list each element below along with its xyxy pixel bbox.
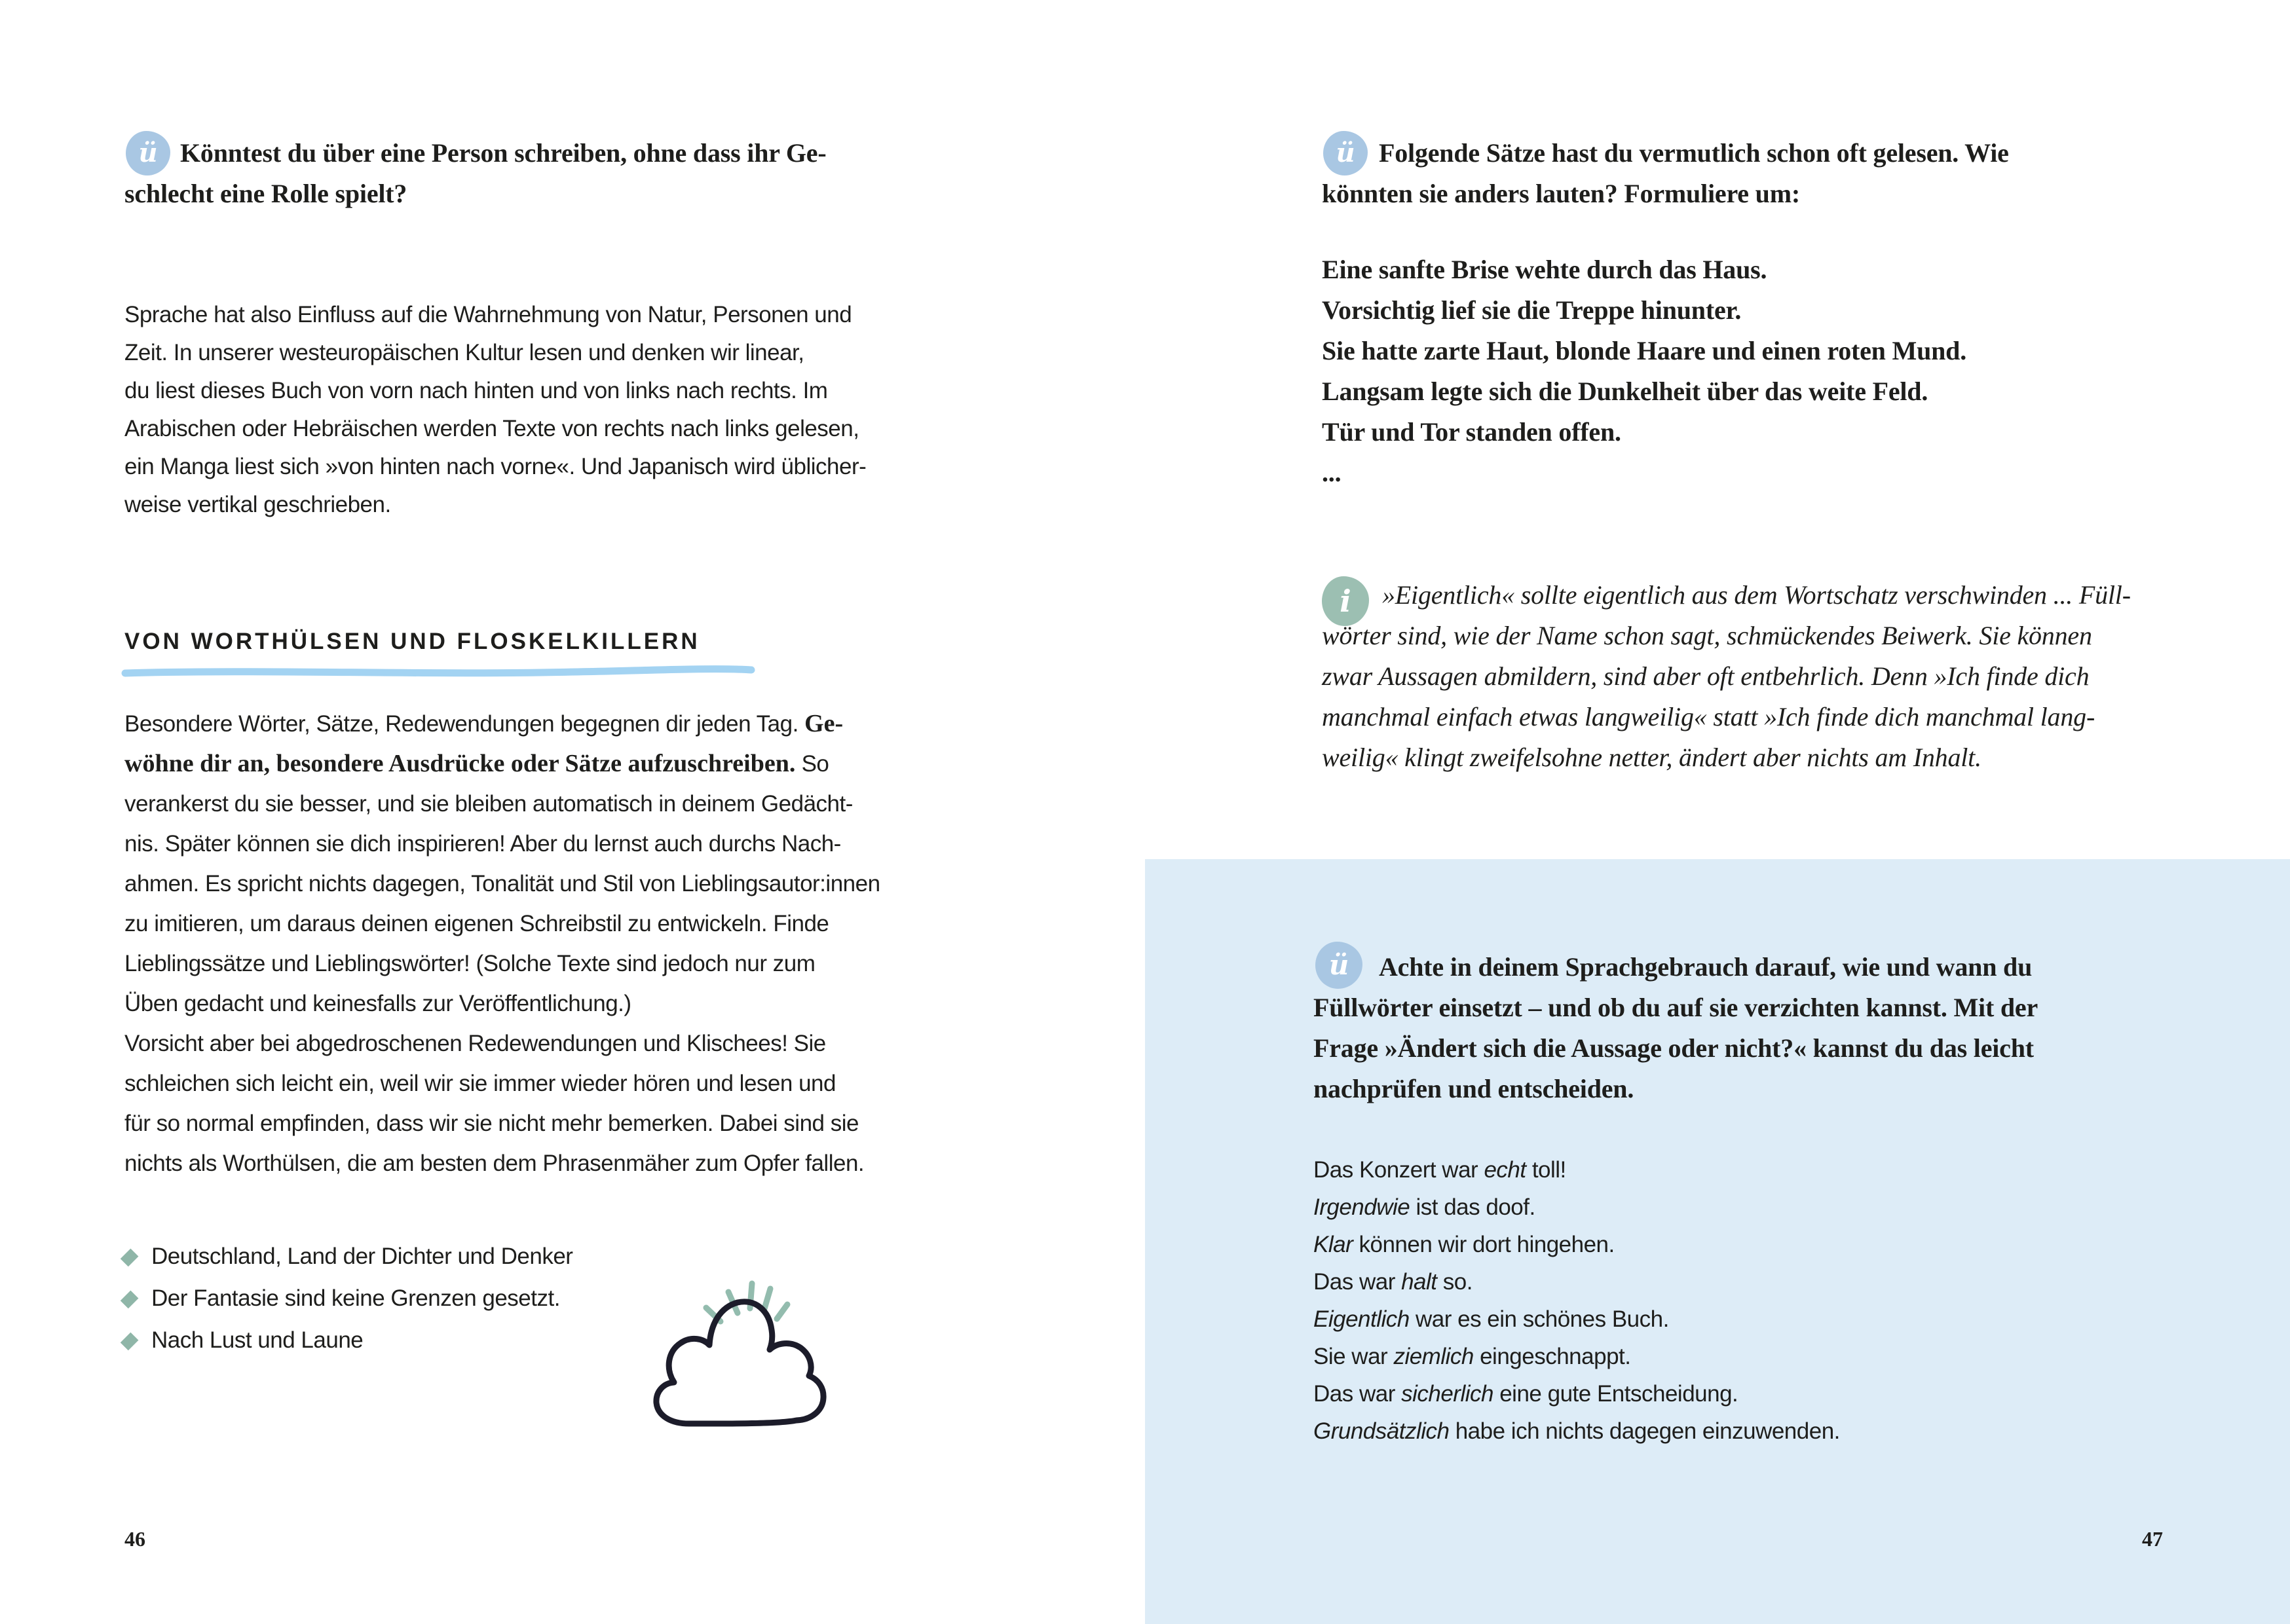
- section-heading: VON WORTHÜLSEN UND FLOSKELKILLERN: [124, 629, 700, 654]
- text-line: Irgendwie ist das doof.: [1313, 1194, 1535, 1220]
- text-line: Zeit. In unserer westeuropäischen Kultur lesen und denken wir linear,: [124, 340, 804, 365]
- diamond-bullet-icon: [121, 1248, 139, 1266]
- text-line: Füllwörter einsetzt – und ob du auf sie verzichten kannst. Mit der: [1313, 993, 2038, 1022]
- diamond-bullet-icon: [121, 1290, 139, 1308]
- bullet-text: Nach Lust und Laune: [151, 1327, 364, 1353]
- info-icon-glyph: i: [1340, 583, 1351, 619]
- filler-word-sentences: [1313, 1151, 1840, 1450]
- text-line: Frage »Ändert sich die Aussage oder nicht?« kannst du das leicht: [1313, 1033, 2034, 1063]
- blue-box-exercise-text: [1313, 947, 2038, 1109]
- exercise-icon-glyph: ü: [1328, 949, 1349, 981]
- cloud-doodle: [648, 1276, 838, 1430]
- text-line: manchmal einfach etwas langweilig« statt »Ich finde dich manchmal lang-: [1322, 702, 2095, 731]
- diamond-bullet-icon: [121, 1332, 139, 1350]
- list-item: [121, 1278, 572, 1320]
- text-line: Vorsichtig lief sie die Treppe hinunter.: [1322, 295, 1742, 325]
- bullet-text: Deutschland, Land der Dichter und Denker: [151, 1244, 573, 1269]
- text-line: schleichen sich leicht ein, weil wir sie immer wieder hören und lesen und: [124, 1071, 836, 1096]
- text-line: ein Manga liest sich »von hinten nach vorne«. Und Japanisch wird üblicher-: [124, 454, 867, 479]
- info-note: [1322, 575, 2131, 778]
- text-line: wörter sind, wie der Name schon sagt, schmückendes Beiwerk. Sie können: [1322, 621, 2092, 650]
- text-line: schlecht eine Rolle spielt?: [124, 179, 407, 208]
- text-line: Klar können wir dort hingehen.: [1313, 1232, 1615, 1257]
- text-line: Könntest du über eine Person schreiben, ohne dass ihr Ge-: [180, 138, 827, 168]
- bullet-list: [121, 1236, 572, 1361]
- exercise-question-right: [1322, 133, 2009, 214]
- text-line: könnten sie anders lauten? Formuliere um:: [1322, 179, 1800, 208]
- text-line: nachprüfen und entscheiden.: [1313, 1074, 1634, 1103]
- exercise-question-left: [124, 133, 826, 214]
- text-line: für so normal empfinden, dass wir sie nicht mehr bemerken. Dabei sind sie: [124, 1111, 859, 1136]
- text-line: Das Konzert war echt toll!: [1313, 1157, 1566, 1183]
- heading-underline: [121, 664, 755, 681]
- text-line: zwar Aussagen abmildern, sind aber oft entbehrlich. Denn »Ich finde dich: [1322, 661, 2090, 691]
- exercise-icon-glyph: ü: [1336, 138, 1355, 168]
- text-line: nis. Später können sie dich inspirieren! Aber du lernst auch durchs Nach-: [124, 831, 841, 857]
- text-line: Vorsicht aber bei abgedroschenen Redewendungen und Klischees! Sie: [124, 1031, 826, 1056]
- text-line: wöhne dir an, besondere Ausdrücke oder Sätze aufzuschreiben. So: [124, 750, 829, 777]
- text-line: Sie war ziemlich eingeschnappt.: [1313, 1344, 1631, 1369]
- exercise-icon-glyph: ü: [138, 138, 158, 168]
- text-line: Besondere Wörter, Sätze, Redewendungen begegnen dir jeden Tag. Ge-: [124, 710, 844, 737]
- text-line: nichts als Worthülsen, die am besten dem Phrasenmäher zum Opfer fallen.: [124, 1151, 865, 1176]
- text-line: Sprache hat also Einfluss auf die Wahrnehmung von Natur, Personen und: [124, 302, 852, 327]
- text-line: Achte in deinem Sprachgebrauch darauf, wie und wann du: [1379, 952, 2033, 982]
- list-item: [121, 1320, 572, 1361]
- text-line: du liest dieses Buch von vorn nach hinten und von links nach rechts. Im: [124, 378, 828, 403]
- body-paragraph: [124, 704, 880, 1183]
- page-number-right: 47: [2142, 1527, 2163, 1551]
- text-line: Folgende Sätze hast du vermutlich schon oft gelesen. Wie: [1379, 138, 2009, 168]
- page-number-left: 46: [124, 1527, 145, 1551]
- text-line: Grundsätzlich habe ich nichts dagegen einzuwenden.: [1313, 1418, 1840, 1444]
- text-line: »Eigentlich« sollte eigentlich aus dem Wortschatz verschwinden ... Füll-: [1382, 580, 2131, 610]
- intro-paragraph: [124, 296, 866, 524]
- text-line: Das war halt so.: [1313, 1269, 1473, 1295]
- text-line: ahmen. Es spricht nichts dagegen, Tonalität und Stil von Lieblingsautor:innen: [124, 871, 880, 896]
- text-line: Sie hatte zarte Haut, blonde Haare und einen roten Mund.: [1322, 336, 1967, 365]
- text-line: Tür und Tor standen offen.: [1322, 417, 1621, 447]
- text-line: Das war sicherlich eine gute Entscheidung.: [1313, 1381, 1738, 1407]
- example-sentences: [1322, 249, 1966, 493]
- text-line: weilig« klingt zweifelsohne netter, ändert aber nichts am Inhalt.: [1322, 743, 1981, 772]
- bullet-text: Der Fantasie sind keine Grenzen gesetzt.: [151, 1285, 560, 1311]
- text-line: verankerst du sie besser, und sie bleiben automatisch in deinem Gedächt-: [124, 791, 853, 817]
- text-line: Eine sanfte Brise wehte durch das Haus.: [1322, 255, 1767, 284]
- text-line: weise vertikal geschrieben.: [124, 492, 391, 517]
- text-line: Langsam legte sich die Dunkelheit über das weite Feld.: [1322, 377, 1928, 406]
- text-line: Üben gedacht und keinesfalls zur Veröffentlichung.): [124, 991, 631, 1016]
- text-line: Arabischen oder Hebräischen werden Texte von rechts nach links gelesen,: [124, 416, 859, 441]
- text-line: zu imitieren, um daraus deinen eigenen Schreibstil zu entwickeln. Finde: [124, 911, 829, 936]
- text-line: ...: [1322, 458, 1342, 487]
- cloud-outline: [656, 1302, 823, 1424]
- text-line: Lieblingssätze und Lieblingswörter! (Solche Texte sind jedoch nur zum: [124, 951, 816, 976]
- list-item: [121, 1236, 572, 1278]
- text-line: Eigentlich war es ein schönes Buch.: [1313, 1306, 1669, 1332]
